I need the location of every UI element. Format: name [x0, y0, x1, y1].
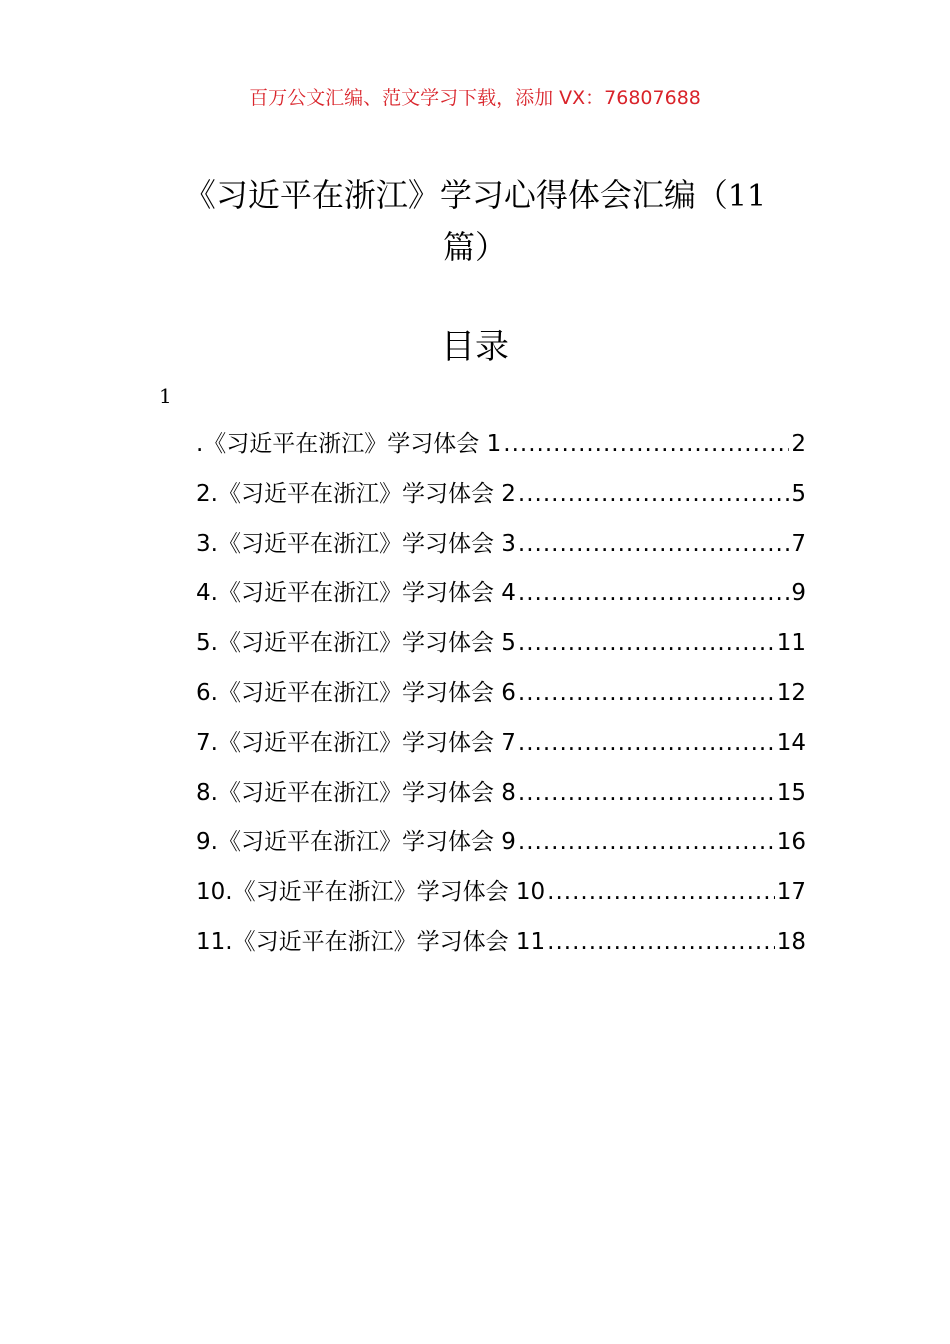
stray-number: 1 — [159, 384, 172, 408]
toc-dot-leader — [518, 770, 775, 816]
toc-item-label: 6.《习近平在浙江》学习体会 6 — [196, 679, 516, 706]
toc-item-label: 2.《习近平在浙江》学习体会 2 — [196, 480, 516, 507]
toc-dot-leader — [518, 720, 775, 766]
title-end-text: 篇） — [442, 228, 507, 266]
toc-item-label: 5.《习近平在浙江》学习体会 5 — [196, 630, 516, 657]
toc-item[interactable] — [196, 521, 806, 571]
toc-dot-leader — [503, 421, 789, 467]
toc-item-label: 3.《习近平在浙江》学习体会 3 — [196, 530, 516, 557]
toc-heading: 目录 — [441, 327, 509, 367]
toc-item-label: 9.《习近平在浙江》学习体会 9 — [196, 829, 516, 856]
toc-item-label: 10.《习近平在浙江》学习体会 10 — [196, 879, 546, 906]
toc-dot-leader — [518, 620, 775, 666]
toc-item-page: 9 — [791, 580, 806, 607]
toc-item-page: 18 — [776, 928, 806, 955]
toc-item-label: 7.《习近平在浙江》学习体会 7 — [196, 729, 516, 756]
toc-item-page: 17 — [776, 879, 806, 906]
toc-dot-leader — [518, 471, 789, 517]
toc-item[interactable] — [196, 620, 806, 670]
toc-item-page: 15 — [776, 779, 806, 806]
title-count: 11 — [727, 179, 767, 214]
toc-item-page: 16 — [776, 829, 806, 856]
toc-item-label: 8.《习近平在浙江》学习体会 8 — [196, 779, 516, 806]
toc-item[interactable] — [196, 421, 806, 471]
document-title — [150, 170, 800, 272]
toc-item[interactable] — [196, 471, 806, 521]
toc-item[interactable] — [196, 570, 806, 620]
toc-item-label: 11.《习近平在浙江》学习体会 11 — [196, 928, 546, 955]
toc-item[interactable] — [196, 819, 806, 869]
toc-dot-leader — [518, 819, 775, 865]
toc-item-page: 11 — [776, 630, 806, 657]
title-main-text: 《习近平在浙江》学习心得体会汇编（ — [183, 176, 728, 214]
header-note: 百万公文汇编、范文学习下载，添加 VX：76807688 — [249, 87, 701, 109]
toc-item-page: 14 — [776, 729, 806, 756]
toc-item-label: .《习近平在浙江》学习体会 1 — [196, 431, 502, 457]
toc-dot-leader — [518, 570, 789, 616]
toc-dot-leader — [518, 670, 775, 716]
toc-item[interactable] — [196, 670, 806, 720]
toc-item[interactable] — [196, 770, 806, 820]
toc-item-page: 7 — [791, 530, 806, 557]
toc-item[interactable] — [196, 869, 806, 919]
toc-item-page: 12 — [776, 679, 806, 706]
toc-list — [196, 421, 806, 969]
toc-dot-leader — [547, 869, 775, 915]
toc-dot-leader — [547, 919, 775, 965]
toc-dot-leader — [518, 521, 789, 567]
toc-item[interactable] — [196, 720, 806, 770]
toc-item-page: 2 — [791, 431, 806, 457]
toc-item[interactable] — [196, 919, 806, 969]
toc-item-label: 4.《习近平在浙江》学习体会 4 — [196, 580, 516, 607]
toc-item-page: 5 — [791, 480, 806, 507]
